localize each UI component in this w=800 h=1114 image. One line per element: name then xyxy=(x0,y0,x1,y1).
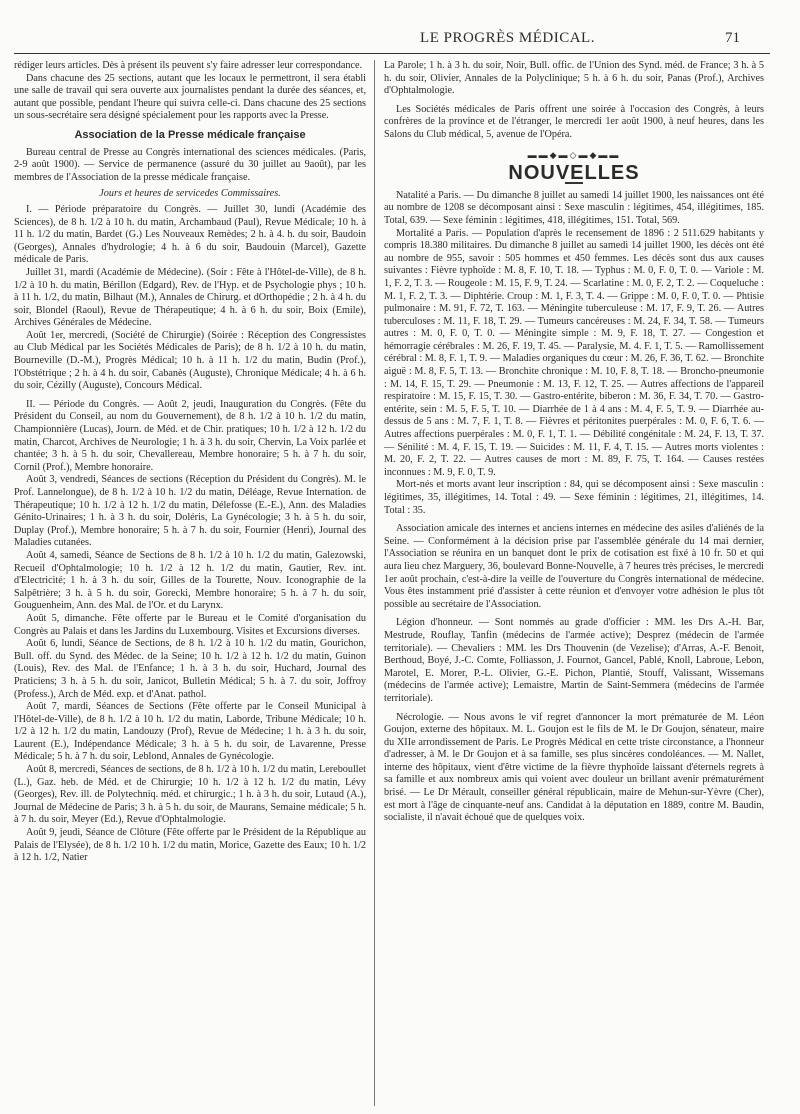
right-column xyxy=(384,60,764,1106)
bureau-paragraph: Bureau central de Presse au Congrès international des sciences médicales. (Paris, 2-9 août 1900). — Service de permanence (assuré du 30 juillet au 9août), par les membres de l'Association de la presse médicale française. xyxy=(14,146,366,183)
periode1-aug1: Août 1er, mercredi, (Société de Chirurgie) (Soirée : Réception des Congressistes au Club Médical par les Sociétés Médicales de Paris); de 8 h. 1/2 à 10 h. du matin, Bourneville (D.-M.), Progrès Médical; 10 h. à 11 h. 1/2 du matin, Budin (Prof.), l'Obstétrique ; 2 h. à 4 h. du soir, Cabanès (Auguste), Chronique Médicale; 4 h. à 6 h. du soir, Cézilly (Auguste), Concours Médical. xyxy=(14,329,366,392)
header-rule xyxy=(14,53,770,54)
legion-paragraph: Légion d'honneur. — Sont nommés au grade d'officier : MM. les Drs A.-H. Bar, Mestrude, Rouflay, Tanfin (médecins de l'armée active); Desprez (médecin de l'armée territoriale). — Chevaliers : MM. les Drs Thouvenin (de Vezelise); d'Arras, A.-F. Benoit, Berthoud, Boyé, J.-C. Comte, Folliasson, J. Fournot, Gancel, Pablé, Knoll, Labroue, Lebon, Marotel, E. Morer, P.-L. Olivier, G.-E. Pichon, Plantié, Stouff, Valissant, Wissemans (médecins de l'armée active); Lemaistre, Martin de Saint-Semmera (médecins de l'armée territoriale). xyxy=(384,617,764,704)
periode1-jul30: I. — Période préparatoire du Congrès. — Juillet 30, lundi (Académie des Sciences), de 8 h. 1/2 à 10 h. du matin, Archambaud (Paul), Revue Médicale; 10 h. à 11 h. 1/2 du matin, Bardet (G.) Les Nouveaux Remèdes; 2 h. à 4. h. du soir, Baudoin (Georges), Annales d'hydrologie; 4 h. à 6 du soir, Baudouin (Marcel), Gazette médicale de Paris. xyxy=(14,203,366,266)
periode2-aug5: Août 5, dimanche. Fête offerte par le Bureau et le Comité d'organisation du Congrès au Palais et dans les Jardins du Luxembourg. Visites et Excursions diverses. xyxy=(14,612,366,637)
natalite-paragraph: Natalité a Paris. — Du dimanche 8 juillet au samedi 14 juillet 1900, les naissances ont été au nombre de 1208 se décomposant ainsi : Sexe masculin : légitimes, 454, illégitimes, 185. Total, 639. — Sexe féminin : légitimes, 418, illégitimes, 151. Total, 569. xyxy=(384,189,764,226)
periode2-aug3: Août 3, vendredi, Séances de sections (Réception du Président du Congrès). M. le Prof. Lannelongue), de 8 h. 1/2 à 10 h. 1/2 du matin, Déléage, Revue Internation. de Thérapeutique; 10 h. 1/2 à 12 h. 1/2 du matin, Délefosse (E.-E.), Ann. des Maladies Génito-Urinaires; 1 h. à 3 h. du soir, Doléris, La Gynécologie; 3 h. à 5 h. du soir, Duplay (Prof.), Membre honoraire; 5 h. à 7 h. du soir, Fournier (Henri), Journal des Maladies cutanées. xyxy=(14,474,366,549)
ornament-divider: ▬▬◆▬◇▬◆▬▬ xyxy=(527,149,621,160)
periode2-aug2: II. — Période du Congrès. — Août 2, jeudi, Inauguration du Congrès. (Fête du Président du Conseil, au nom du Gouvernement), de 8 h. 1/2 à 10 h. 1/2 du matin, Championnière (Lucas), Journ. de Méd. et de Chir. pratiques; 10 h. 1/2 à 12 h. 1/2 du matin, Charcot, Archives de Neurologie; 1 h. à 3 h. du soir, Chervin, La Voix parlée et chantée; 3 h. à 5 h. du soir, Chevallereau, Membre honoraire; 5 h. à 7 h. du soir, Cornil (Prof.), Membre honoraire. xyxy=(14,398,366,473)
sections-paragraph: Dans chacune des 25 sections, autant que les locaux le permettront, il sera établi une salle de travail qui sera ouverte aux journalistes pendant la durée des séances, et, autant que possible, pendant l'heure qui suivra celle-ci. Dans chacune des 25 sections un sous-secrétaire sera désigné spécialement pour les rapports avec la Presse. xyxy=(14,72,366,122)
journal-title: LE PROGRÈS MÉDICAL. xyxy=(420,30,595,46)
page-header xyxy=(275,30,740,48)
continuation-paragraph: La Parole; 1 h. à 3 h. du soir, Noir, Bull. offic. de l'Union des Synd. méd. de France; 3 h. à 5 h. du soir, Olivier, Annales de la Polyclinique; 5 h. à 6 h. du soir, Panas (Prof.), Archives d'Ophtalmologie. xyxy=(384,60,764,97)
association-paragraph: Association amicale des internes et anciens internes en médecine des asiles d'aliénés de la Seine. — Conformément à la décision prise par l'assemblée générale du 14 mai dernier, l'Association se réunira en un banquet dont le prix de cotisation est fixé à 10 fr. 50 et qui aura lieu chez Marguery, 36, boulevard Bonne-Nouvelle, à 7 heures très précises, le mercredi 1er août prochain, c'est-à-dire la veille de l'ouverture du Congrès international de médecine. Vous êtes instamment prié d'assister à cette réunion et d'envoyer votre adhésion le plus tôt possible au secrétaire de l'Association. xyxy=(384,523,764,610)
mortalite-paragraph: Mortalité a Paris. — Population d'après le recensement de 1896 : 2 511.629 habitants y compris 18.380 militaires. Du dimanche 8 juillet au samedi 14 juillet 1900, les décès ont été au nombre de 955, savoir : 505 hommes et 450 femmes. Les décès sont dus aux causes suivantes : Fièvre typhoïde : M. 8, F. 10, T. 18. — Typhus : M. 0, F. 0, T. 0. — Variole : M. 1, F. 2, T. 3. — Rougeole : M. 15, F. 9, T. 24. — Scarlatine : M. 0, F. 2, T. 2. — Coqueluche : M. 1, F. 2, T. 3. — Diphtérie. Croup : M. 1, F. 3, T. 4. — Grippe : M. 0, F. 0, T. 0. — Phtisie pulmonaire : M. 91, F. 72, T. 163. — Méningite tuberculeuse : M. 17, F. 9, T. 26. — Autres tuberculoses : M. 11, F. 18, T. 29. — Tumeurs cancéreuses : M. 24, F. 34, T. 58. — Tumeurs autres : M. 0, F. 0, T. 0. — Méningite simple : M. 9, F. 18, T. 27. — Congestion et hémorragie cérébrales : M. 26, F. 19, T. 45. — Paralysie, M. 4. F. 1, T. 5. — Ramollissement cérébral : M. 8, F. 1, T. 9. — Maladies organiques du cœur : M. 26, F. 36, T. 62. — Bronchite aiguë : M. 8, F. 5, T. 13. — Bronchite chronique : M. 10, F. 8, T. 18. — Broncho-pneumonie : M. 14, F. 15, T. 29. — Pneumonie : M. 13, F. 12, T. 25. — Autres affections de l'appareil respiratoire : M. 15, F. 15, T. 30. — Gastro-entérite, biberon : M. 36, F. 34, T. 70. — Gastro-entérite, sein : M. 5, F. 5, T. 10. — Diarrhée de 1 à 4 ans : M. 4, F. 5, T. 9. — Diarrhée au-dessus de 5 ans : M. 7, F. 1, T. 8. — Fièvres et péritonites puerpérales : M. 0, F. 6, T. 6. — Autres affections puerpérales : M. 0, F. 1, T. 1. — Débilité congénitale : M. 24, F. 13, T. 37. — Sénilité : M. 4, F. 15, T. 19. — Suicides : M. 11, F. 4, T. 15. — Autres morts violentes : M. 20, F. 2, T. 22. — Autres causes de mort : M. 89, F. 75, T. 164. — Causes restées inconnues : M. 9, F. 0, T. 9. xyxy=(384,227,764,478)
necrologie-paragraph: Nécrologie. — Nous avons le vif regret d'annoncer la mort prématurée de M. Léon Goujon, externe des hôpitaux. M. L. Goujon est le fils de M. le Dr Goujon, sénateur, maire du XIIe arrondissement de Paris. Le Progrès Médical en cette triste circonstance, a l'honneur d'adresser, à M. le Dr Goujon et à sa famille, ses plus sincères condoléances. — M. Nallet, interne des hôpitaux, vient d'être victime de la fièvre thyphoïde laissant d'éternels regrets à sa famille et aux nombreux amis qui voient avec douleur un brillant avenir prématurément brisé. — Le Dr Mérault, conseiller général républicain, maire de Mehun-sur-Yèvre (Cher), est mort à l'âge de cinquante-neuf ans. Candidat à la députation en 1889, contre M. Baudin, socialiste, il n'avait échoué que de quelques voix. xyxy=(384,711,764,824)
soiree-paragraph: Les Sociétés médicales de Paris offrent une soirée à l'occasion des Congrès, à leurs confrères de la province et de l'étranger, le mercredi 1er août 1900, à neuf heures, dans les Salons du Club médical, 5, avenue de l'Opéra. xyxy=(384,103,764,140)
mort-nes-paragraph: Mort-nés et morts avant leur inscription : 84, qui se décomposent ainsi : Sexe masculin : légitimes, 35, illégitimes, 14. Total : 49. — Sexe féminin : légitimes, 21, illégitimes, 14. Total : 35. xyxy=(384,479,764,516)
periode2-aug7: Août 7, mardi, Séances de Sections (Fête offerte par le Conseil Municipal à l'Hôtel-de-Ville), de 8 h. 1/2 à 10 h. 1/2 du matin, Laborde, Tribune Médicale; 10 h. 1/2 à 12 h. 1/2 du matin, Landouzy (Prof), Revue de Médecine; 1 h. à 3 h. du soir, Laurent (E.), Indépendance Médicale; 3 h. à 5 h. du soir, de Lavarenne, Presse Médicale; 5 h. à 7 h. du soir, Leblond, Annales de Gynécologie. xyxy=(14,701,366,763)
intro-paragraph: rédiger leurs articles. Dès à présent ils peuvent s'y faire adresser leur correspondance. xyxy=(14,60,363,71)
association-heading: Association de la Presse médicale française xyxy=(74,128,306,141)
page-number: 71 xyxy=(725,30,740,46)
left-column xyxy=(14,60,366,1106)
periode2-aug9: Août 9, jeudi, Séance de Clôture (Fête offerte par le Président de la République au Palais de l'Elysée), de 8 h. 1/2 10 h. 1/2 du matin, Morice, Gazette des Eaux; 10 h. 1/2 à 12 h. 1/2, Natier xyxy=(14,827,366,864)
periode2-aug4: Août 4, samedi, Séance de Sections de 8 h. 1/2 à 10 h. 1/2 du matin, Galezowski, Recueil d'Ophtalmologie; 10 h. 1/2 à 12 h. 1/2 du matin, Gautier, Rev. int. d'Electricité; 1 h. à 3 h. du soir, Gilles de la Tourette, Nouv. Iconographie de la Salpêtrière; 3 h. à 5 h. du soir, Gorecki, Membre honoraire; 5 h. à 7 h. du soir, Gouguenheim, Ann. des Mal. de l'Or. et du Larynx. xyxy=(14,549,366,612)
periode2-aug8: Août 8, mercredi, Séances de sections, de 8 h. 1/2 à 10 h. 1/2 du matin, Lereboullet (L.), Gaz. heb. de Méd. et de Chirurgie; 10 h. 1/2 à 12 h. 1/2 du matin, Lévy (Georges), Rev. ill. de Polytechniq. méd. et chirurgic.; 1 h. à 3 h. du soir, Lutaud (A.), Journal de Médecine de Paris; 3 h. à 5 h. du soir, de Maurans, Semaine médicale; 5 h. à 7 h. du soir, Meyer (Ed.), Revue d'Ophtalmologie. xyxy=(14,764,366,826)
nouvelles-heading: NOUVELLES xyxy=(508,162,640,185)
jours-heading: Jours et heures de servicedes Commissaires. xyxy=(99,188,281,200)
periode2-aug6: Août 6, lundi, Séance de Sections, de 8 h. 1/2 à 10 h. 1/2 du matin, Gourichon, Bull. off. du Synd. des Médec. de la Seine; 10 h. 1/2 à 12 h. 1/2 du matin, Guinon (Louis), Rev. des Mal. de l'Enfance; 1 h. à 3 h. du soir, Huchard, Journal des Praticiens; 3 h. à 5 h. du soir, Janicot, Bulletin Médical; 5 h. à 7. du soir, Joffroy (Profess.), Arch de Méd. exp. et d'Anat. pathol. xyxy=(14,638,366,700)
column-divider xyxy=(374,60,375,1106)
periode1-jul31: Juillet 31, mardi (Académie de Médecine). (Soir : Fête à l'Hôtel-de-Ville), de 8 h. 1/2 à 10 h. du matin, Bérillon (Edgard), Rev. de l'Hyp. et de Psychologie phys ; 10 h. à 11 h. 1/2, du matin, Bilhaut (M.), Annales de Chirurg. et dOrthopédie ; 2 h. à 4 h. du soir, Blondel (Raoul), Revue de Thérapeutique; 4 h. à 6 h. du soir, Boix (Emile), Archives Générales de Médecine. xyxy=(14,266,366,329)
